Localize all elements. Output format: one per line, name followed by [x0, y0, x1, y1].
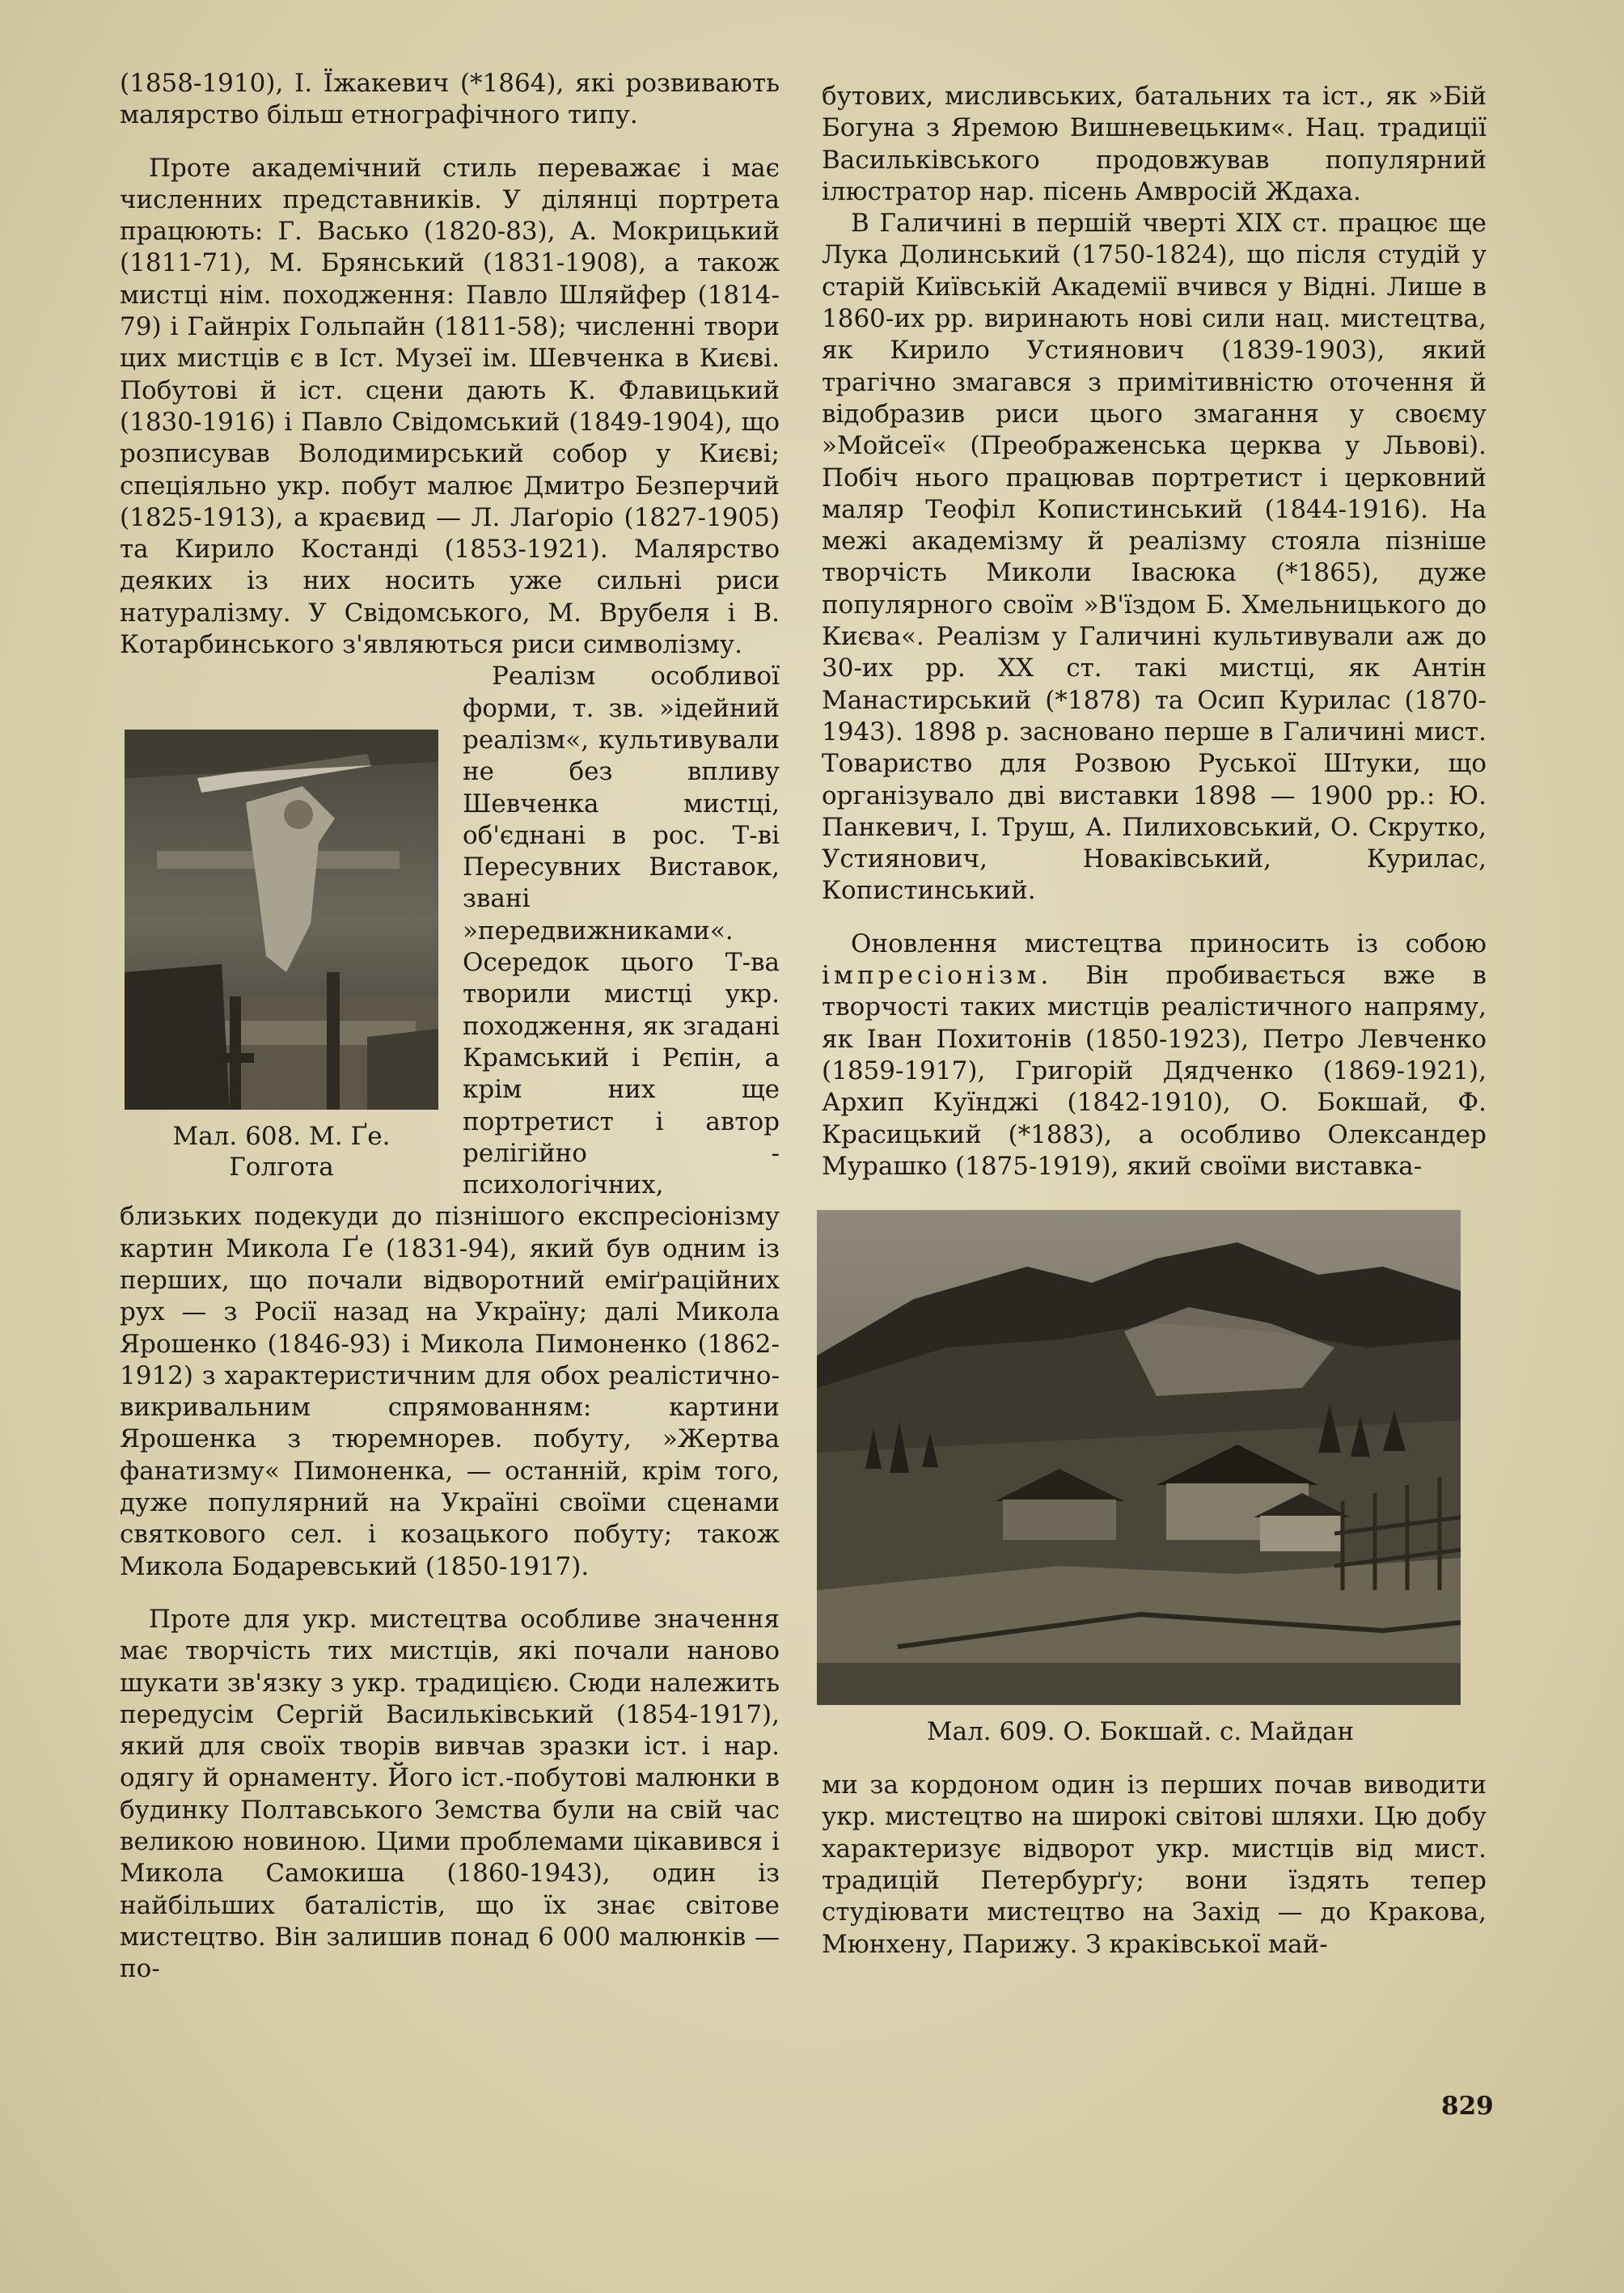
right-column — [822, 81, 1487, 1961]
paragraph: ми за кордоном один із перших почав виводити укр. мистецтво на широкі світові шляхи. Цю добу характеризує відворот укр. мистців від мист. традицій Петербурґу; вони їздять тепер студіювати мистецтво на Захід — до Кракова, Мюнхену, Парижу. З краківської май- — [822, 1771, 1487, 1959]
paragraph: Проте для укр. мистецтва особливе значення має творчість тих мистців, які почали наново шукати зв'язку з укр. традицією. Сюди належить передусім Сергій Васильківський (1854-1917), який для своїх творів вивчав зразки іст. і нар. одягу й орнаменту. Його іст.-побутові малюнки в будинку Полтавського Земства були на свій час великою новиною. Цими проблемами цікавився і Микола Самокиша (1860-1943), один із найбільших баталістів, що їх знає світове мистецтво. Він залишив понад 6 000 малюнків — по- — [120, 1604, 780, 1984]
figure-609-caption: Мал. 609. О. Бокшай. с. Майдан — [926, 1717, 1355, 1747]
left-column — [120, 68, 780, 1986]
paragraph-with-figure — [120, 661, 780, 1583]
figure-609-image — [817, 1210, 1461, 1705]
caption-line: Голгота — [229, 1153, 334, 1182]
figure-608 — [120, 730, 443, 1182]
figure-609 — [817, 1210, 1464, 1747]
paragraph: бутових, мисливських, батальних та іст., як »Бій Богуна з Яремою Вишневецьким«. Нац. традиції Васильківського продовжував популярний ілюстратор нар. пісень Амвросій Ждаха. — [822, 82, 1487, 206]
caption-line: Мал. 608. М. Ґе. — [172, 1122, 391, 1152]
paragraph: Проте академічний стиль переважає і має численних представників. У ділянці портрета працюють: Г. Васько (1820-83), А. Мокрицький (1811-71), М. Брянський (1831-1908), а також мистці нім. походження: Павло Шляйфер (1814-79) і Гайнріх Гольпайн (1811-58); численні твори цих мистців є в Іст. Музеї ім. Шевченка в Києві. Побутові й іст. сцени дають К. Флавицький (1830-1916) і Павло Свідомський (1849-1904), що розписував Володимирський собор у Києві; спеціяльно укр. побут малює Дмитро Безперчий (1825-1913), а краєвид — Л. Лаґоріо (1827-1905) та Кирило Костанді (1853-1921). Малярство деяких із них носить уже сильні риси натуралізму. У Свідомського, М. Врубеля і В. Котарбинського з'являються риси символізму. — [120, 153, 780, 660]
paragraph: Реалізм особливої форми, т. зв. »ідейний реалізм«, культивували не без впливу Шевченка мистці, об'єднані в рос. Т-ві Пересувних Виставок, звані »передвижниками«. Осередок цього Т-ва творили мистці укр. походження, як згадані Крамський і Рєпін, а крім них ще портретист і автор релігійно - психологічних, близьких подекуди до пізнішого експресіонізму картин Микола Ґе (1831-94), який був одним із перших, що почали відворотний еміґраційних рух — з Росії назад на Україну; далі Микола Ярошенко (1846-93) і Микола Пимоненко (1862-1912) з характеристичним для обох реалістично-викривальним спрямованням: картини Ярошенка з тюремнорев. побуту, »Жертва фанатизму« Пимоненка, — останній, крім того, дуже популярний на Україні своїми сценами святкового сел. і козацького побуту; також Микола Бодаревський (1850-1917). — [120, 662, 780, 1581]
text-run: Оновлення мистецтва приносить із собою — [851, 929, 1487, 958]
paragraph: (1858-1910), І. Їжакевич (*1864), які розвивають малярство більш етнографічного типу. — [120, 69, 780, 130]
paragraph — [822, 929, 1487, 1182]
figure-608-image — [125, 730, 438, 1110]
text-run: . Він пробивається вже в творчості таких мистців реалістичного напряму, як Іван Похитонів (1850-1923), Петро Левченко (1859-1917), Григорій Дядченко (1869-1921), Архип Куїнджі (1842-1910), О. Бокшай, Ф. Красицький (*1883), а особливо Олександер Мурашко (1875-1919), який своїми виставка- — [822, 961, 1487, 1181]
page-number: 829 — [1441, 2092, 1494, 2121]
figure-608-caption — [120, 1121, 443, 1182]
emphasized-term: імпресіонізм — [822, 961, 1041, 991]
paragraph: В Галичині в першій чверті XIX ст. працює ще Лука Долинський (1750-1824), що після студій у старій Київській Академії вчився у Відні. Лише в 1860-их рр. виринають нові сили нац. мистецтва, як Кирило Устиянович (1839-1903), який трагічно змагався з примітивністю оточення й відобразив риси цього змагання у своєму »Мойсеї« (Преображенська церква у Львові). Побіч нього працював портретист і церковний маляр Теофіл Копистинський (1844-1916). На межі академізму й реалізму стояла пізніше творчість Миколи Івасюка (*1865), дуже популярного своїм »В'їздом Б. Хмельницького до Києва«. Реалізм у Галичині культивували аж до 30-их рр. XX ст. такі мистці, як Антін Манастирський (*1878) та Осип Курилас (1870-1943). 1898 р. засновано перше в Галичині мист. Товариство для Розвою Руської Штуки, що організувало дві виставки 1898 — 1900 рр.: Ю. Панкевич, І. Труш, А. Пилиховський, О. Скрутко, Устиянович, Новаківський, Курилас, Копистинський. — [822, 209, 1487, 906]
